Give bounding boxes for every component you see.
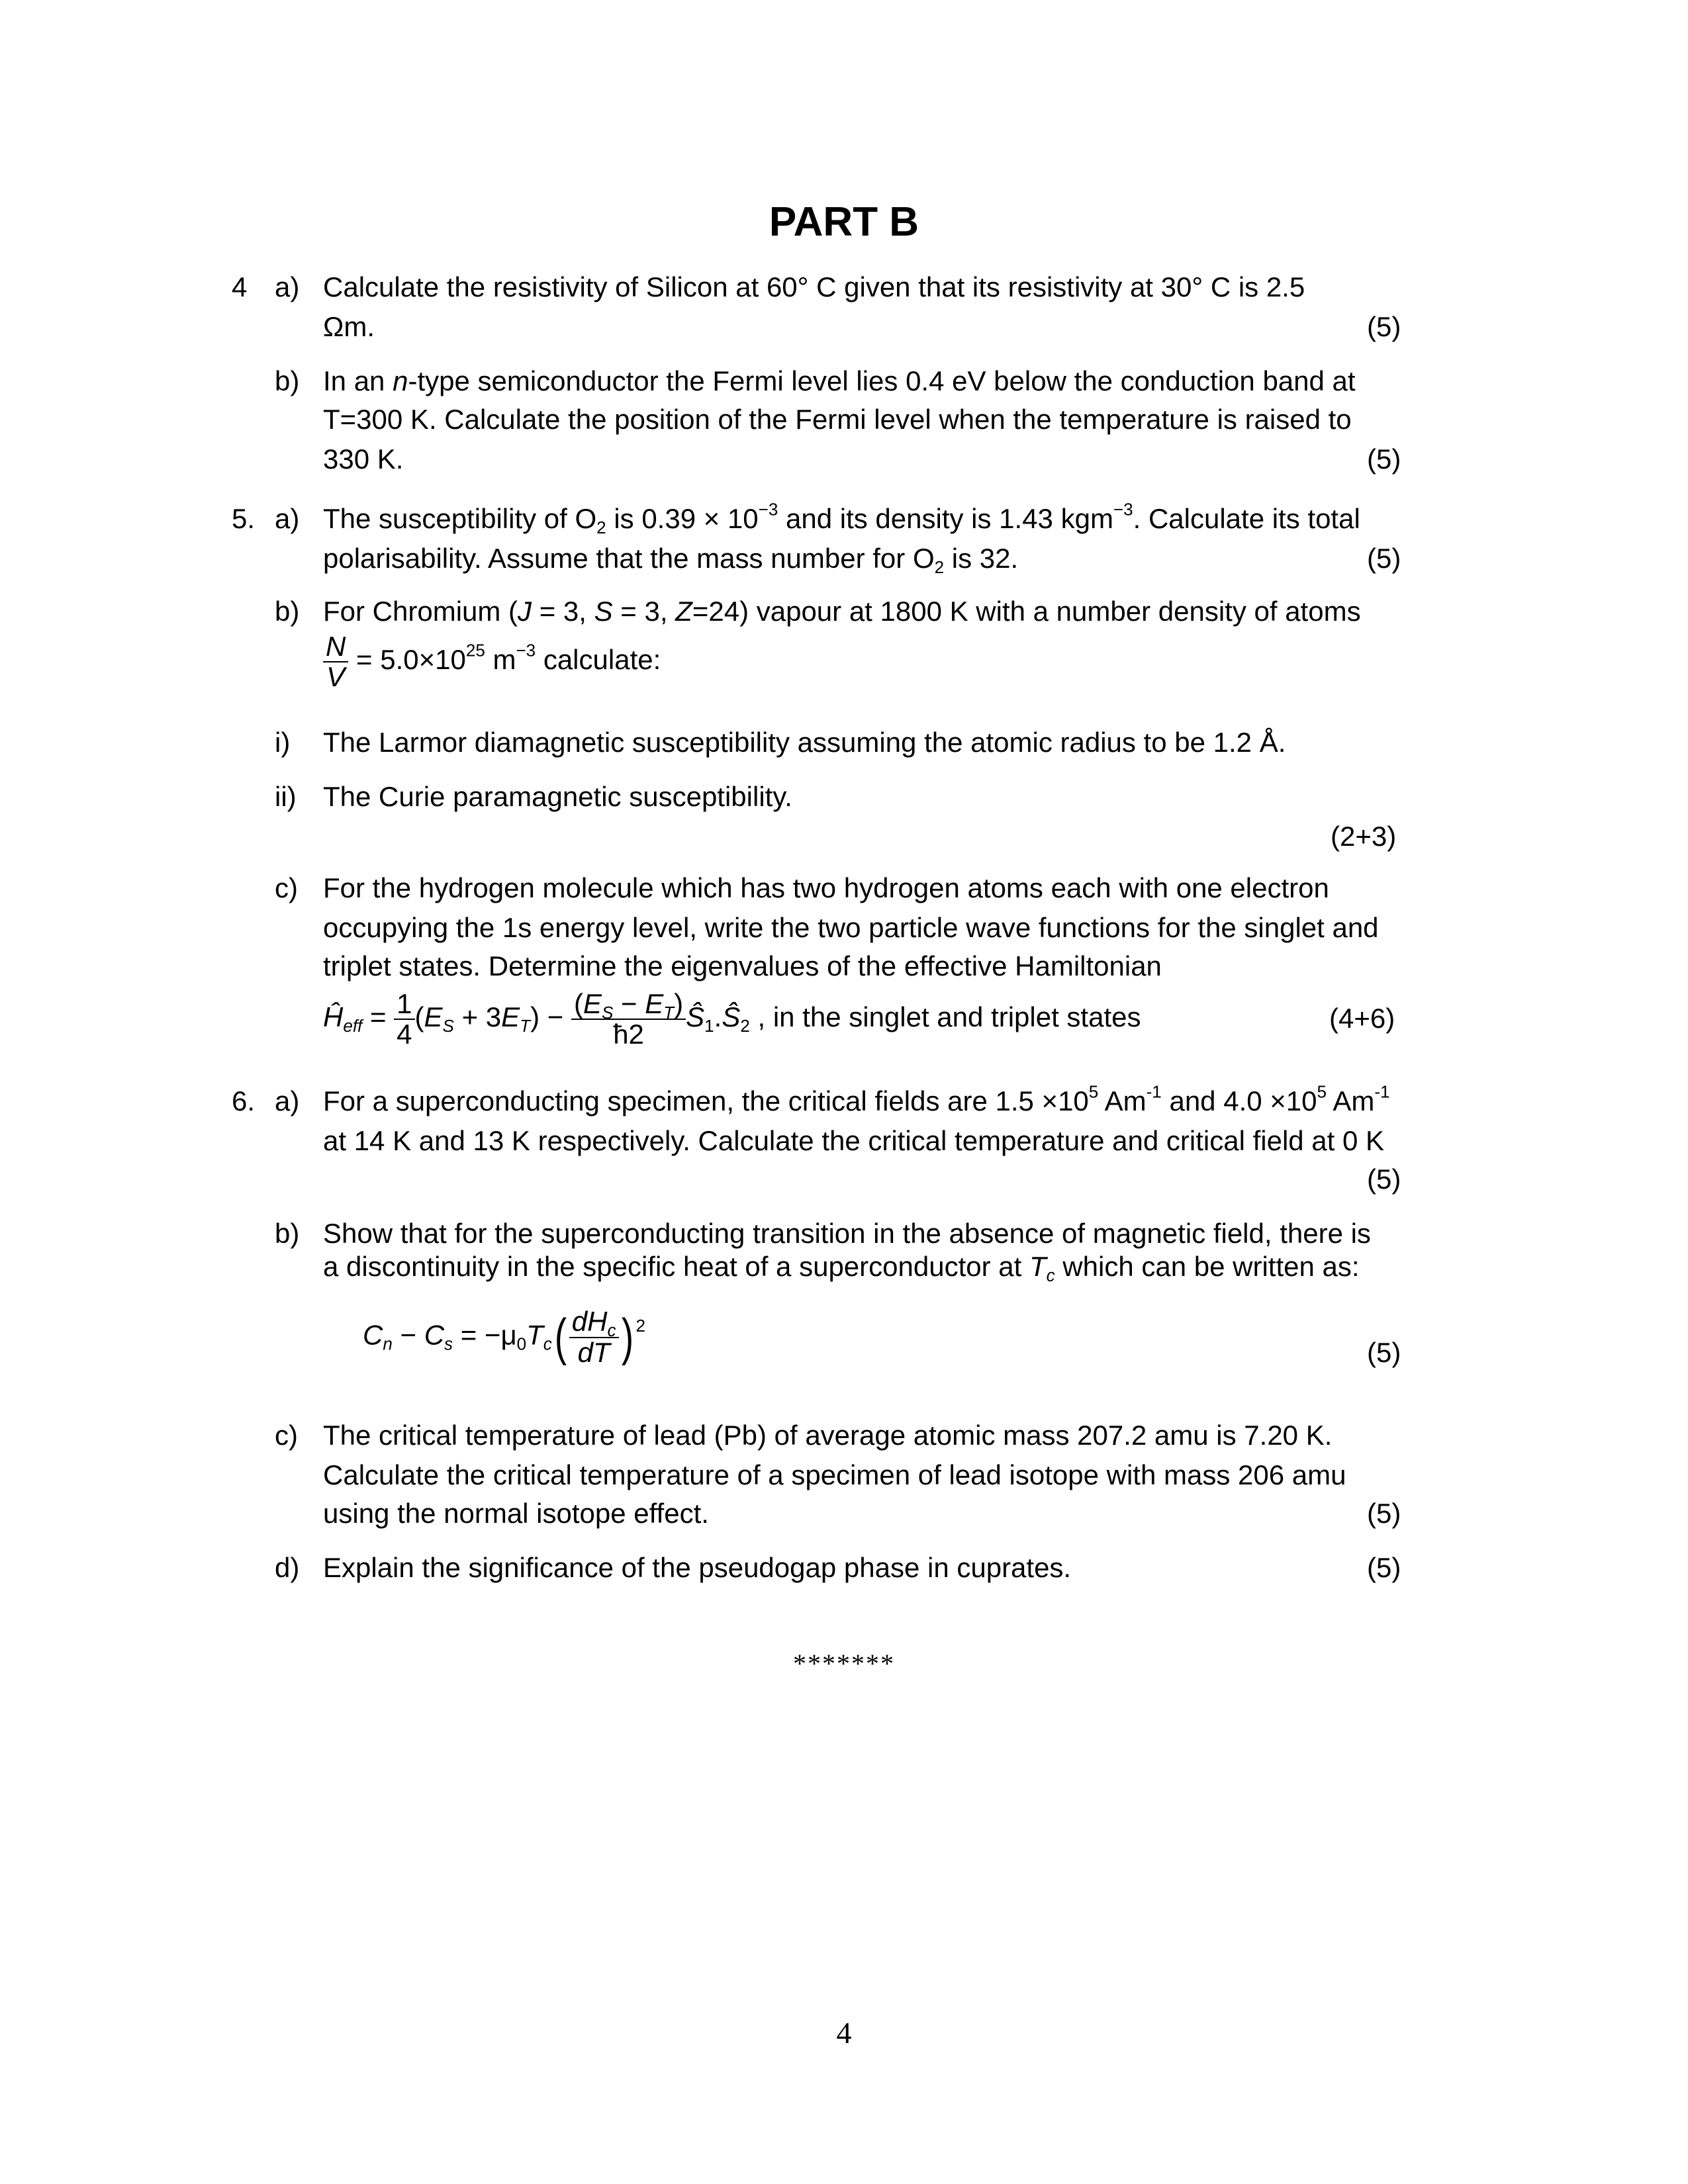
marks: (5) [1367,443,1401,475]
marks: (5) [1367,1498,1401,1529]
part-label: b) [275,596,300,627]
marks: (5) [1367,1552,1401,1583]
question-text: For the hydrogen molecule which has two hydrogen atoms each with one electron [323,872,1329,903]
question-text: The susceptibility of $O_2$ is $0.39 \times 10^{-3}$ and its density is 1.43 kgm$^{-3}$. Calculate its total [323,499,1360,537]
question-number: 6. [232,1085,256,1116]
marks: (5) [1367,1337,1401,1368]
question-text: In an n-type semiconductor the Fermi level lies 0.4 eV below the conduction band at [323,365,1356,396]
question-text: Show that for the superconducting transition in the absence of magnetic field, there is [323,1218,1371,1249]
part-label: a) [275,1085,300,1116]
question-text: The critical temperature of lead (Pb) of average atomic mass 207.2 amu is 7.20 K. [323,1420,1333,1451]
part-label: c) [275,1420,298,1451]
specific-heat-equation: $C_n - C_s = -\mu_0T_c$( $\frac{dH_c}{dT}$ ) $^2$ [363,1306,645,1368]
part-label: a) [275,503,300,534]
question-text: For a superconducting specimen, the critical fields are $1.5 \times 10^5$ $Am^{-1}$ and $4.0 \times 10^5$ $Am^{-1}$ [323,1081,1390,1116]
part-label: b) [275,365,300,396]
part-label: b) [275,1218,300,1249]
question-number: 5. [232,503,256,534]
question-text: For Chromium (J = 3, S = 3, Z=24) vapour at 1800 K with a number density of atoms [323,596,1361,627]
marks: (5) [1367,1163,1401,1195]
part-label: ii) [275,781,297,812]
marks: (5) [1367,311,1401,342]
question-text: a discontinuity in the specific heat of a superconductor at $T_c$ which can be written as: [323,1251,1360,1285]
question-text: using the normal isotope effect. [323,1498,709,1529]
question-text: Calculate the resistivity of Silicon at 60° C given that its resistivity at 30° C is 2.5 [323,271,1305,302]
question-text: Ωm. [323,311,375,342]
number-density-equation: $\frac{N}{V}$ = $5.0\times 10^{25}$ $m^{-3}$ calculate: [323,632,661,692]
question-number: 4 [232,271,248,302]
question-text: T=300 K. Calculate the position of the Fermi level when the temperature is raised to [323,404,1352,435]
question-text: occupying the 1s energy level, write the two particle wave functions for the singlet and [323,912,1379,943]
question-text: Calculate the critical temperature of a specimen of lead isotope with mass 206 amu [323,1459,1346,1490]
page-title: PART B [769,199,919,245]
question-text: The Larmor diamagnetic susceptibility assuming the atomic radius to be 1.2 Å. [323,727,1286,758]
marks: (4+6) [1329,1003,1395,1034]
marks: (5) [1367,543,1401,574]
end-separator: ******* [793,1649,895,1678]
part-label: c) [275,872,298,903]
question-text: polarisability. Assume that the mass number for $O_2$ is 32. [323,543,1019,577]
question-text: triplet states. Determine the eigenvalues of the effective Hamiltonian [323,950,1162,981]
question-text: at 14 K and 13 K respectively. Calculate the critical temperature and critical field at 0 K [323,1125,1385,1156]
question-text: Explain the significance of the pseudogap phase in cuprates. [323,1552,1072,1583]
hamiltonian-equation: $Ĥ_{eff}$ = $\frac{1}{4}$ $(E_S + 3E_T)$ − $\frac{(E_S - E_T)}{ħ2}$ $Ŝ_1.Ŝ_2$ , in the singlet and triplet states [323,988,1141,1050]
question-text: 330 K. [323,443,404,475]
part-label: a) [275,271,300,302]
marks: (2+3) [1331,821,1397,852]
page-number: 4 [836,2016,852,2050]
question-text: The Curie paramagnetic susceptibility. [323,781,792,812]
part-label: i) [275,727,291,758]
part-label: d) [275,1552,300,1583]
